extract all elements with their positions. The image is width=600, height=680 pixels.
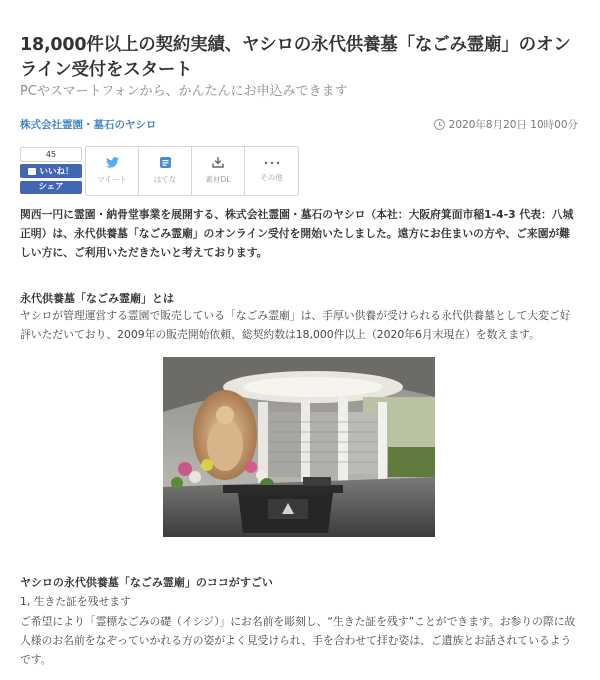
material-download-button[interactable] bbox=[192, 147, 245, 195]
share-buttons bbox=[85, 146, 299, 196]
more-label: その他 bbox=[260, 172, 283, 182]
feature-point-1-text: ご希望により「霊標なごみの礎（イシジ）」にお名前を彫刻し、“生きた証を残す”ことができます。お参りの際に故人様のお名前をなぞっていかれる方の姿がよく見受けられ、手を合わせて拝む姿は、ご遺族とお話されているようです。 bbox=[20, 615, 576, 666]
article-title: 18,000件以上の契約実績、ヤシロの永代供養墓「なごみ霊廟」のオンライン受付をスタート bbox=[20, 35, 571, 80]
publish-date-text: 2020年8月20日 10時00分 bbox=[448, 119, 578, 131]
facebook-like-label: いいね！ bbox=[39, 167, 74, 177]
facebook-like-count: 45 bbox=[20, 147, 82, 162]
article-subtitle: PCやスマートフォンから、かんたんにお申込みできます bbox=[20, 84, 348, 99]
publish-date bbox=[434, 117, 578, 132]
tweet-button[interactable] bbox=[86, 147, 139, 195]
company-link[interactable]: 株式会社霊園・墓石のヤシロ bbox=[20, 119, 157, 131]
section-heading-about: 永代供養墓「なごみ霊廟」とは bbox=[20, 292, 174, 305]
clock-icon bbox=[434, 119, 445, 130]
lead-paragraph: 関西一円に霊園・納骨堂事業を展開する、株式会社霊園・墓石のヤシロ（本社：大阪府箕面市稲1-4-3 代表：八城 正明）は、永代供養墓「なごみ霊廟」のオンライン受付を開始いたしました。遠方にお住まいの方や、ご来園が難しい方に、ご利用いただきたいと考えております。 bbox=[20, 208, 574, 259]
facebook-widget bbox=[20, 147, 82, 195]
nagomi-reibyo-photo bbox=[163, 357, 435, 537]
feature-point-1-title: 1, 生きた証を残せます bbox=[20, 595, 131, 608]
section-about-text: ヤシロが管理運営する霊園で販売している「なごみ霊廟」は、手厚い供養が受けられる永代供養墓として大変ご好評いただいており、2009年の販売開始依頼、総契約数は18,000件以上（2020年6月末現在）を数えます。 bbox=[20, 309, 571, 341]
twitter-bird-icon bbox=[106, 157, 119, 168]
material-download-label: 素材DL bbox=[205, 175, 231, 184]
thumbs-up-icon bbox=[28, 168, 36, 175]
facebook-like-button[interactable] bbox=[20, 164, 82, 178]
hatena-label: はてな bbox=[153, 175, 177, 184]
download-icon bbox=[212, 157, 224, 168]
more-dots-icon bbox=[263, 160, 281, 166]
mausoleum-image bbox=[163, 357, 435, 537]
hatena-icon bbox=[160, 157, 171, 168]
facebook-share-button[interactable]: シェア bbox=[20, 181, 82, 194]
section-heading-features: ヤシロの永代供養墓「なごみ霊廟」のココがすごい bbox=[20, 576, 273, 589]
tweet-label: ツイート bbox=[97, 175, 127, 184]
hatena-button[interactable] bbox=[139, 147, 192, 195]
more-share-button[interactable] bbox=[245, 147, 298, 195]
